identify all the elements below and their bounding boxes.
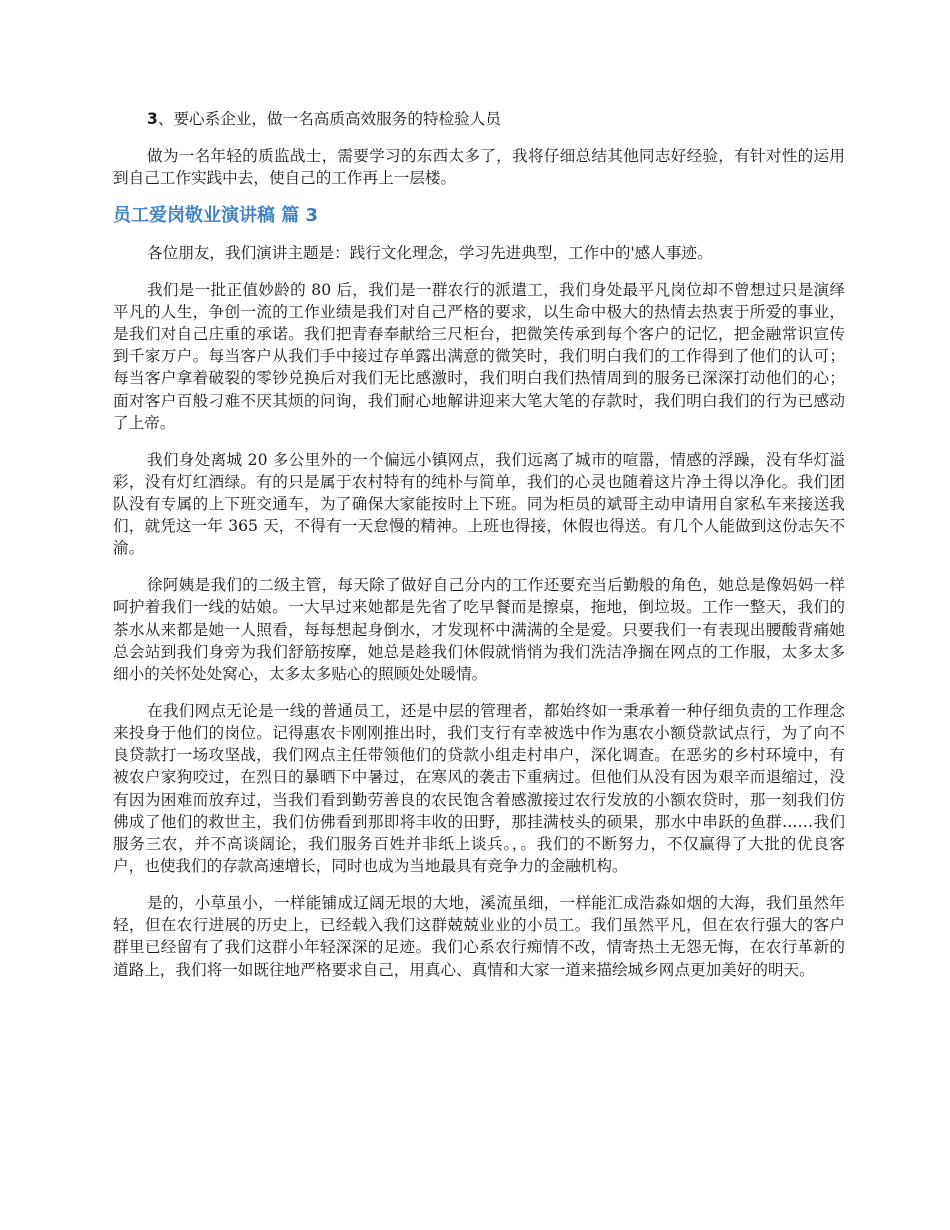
body-paragraph: 我们是一批正值妙龄的 80 后，我们是一群农行的派遣工，我们身处最平凡岗位却不曾想过只是演绎平凡的人生，争创一流的工作业绩是我们对自己严格的要求，以生命中极大的热情去热衷于所爱的事业，是我们对自己庄重的承诺。我们把青春奉献给三尺柜台，把微笑传承到每个客户的记忆，把金融常识宣传到千家万户。每当客户从我们手中接过存单露出满意的微笑时，我们明白我们的工作得到了他们的认可；每当客户拿着破裂的零钞兑换后对我们无比感激时，我们明白我们热情周到的服务已深深打动他们的心；面对客户百般刁难不厌其烦的问询，我们耐心地解讲迎来大笔大笔的存款时，我们明白我们的行为已感动了上帝。	[113, 280, 845, 432]
body-paragraph: 徐阿姨是我们的二级主管，每天除了做好自己分内的工作还要充当后勤般的角色，她总是像妈妈一样呵护着我们一线的姑娘。一大早过来她都是先省了吃早餐而是擦桌，拖地，倒垃圾。工作一整天，我们的茶水从来都是她一人照看，每每想起身倒水，才发现杯中满满的全是爱。只要我们一有表现出腰酸背痛她总会站到我们身旁为我们舒筋按摩，她总是趁我们休假就悄悄为我们洗洁净搁在网点的工作服，太多太多细小的关怀处处窝心，太多太多贴心的照顾处处暖情。	[113, 576, 845, 684]
list-item-text: 、要心系企业，做一名高质高效服务的特检验人员	[157, 110, 501, 128]
list-item-3	[113, 108, 845, 130]
intro-paragraph: 做为一名年轻的质监战士，需要学习的东西太多了，我将仔细总结其他同志好经验，有针对性的运用到自己工作实践中去，使自己的工作再上一层楼。	[113, 146, 845, 187]
list-item-number: 3	[147, 110, 158, 128]
body-paragraph: 我们身处离城 20 多公里外的一个偏远小镇网点，我们远离了城市的喧嚣，情感的浮躁，没有华灯溢彩，没有灯红酒绿。有的只是属于农村特有的纯朴与简单，我们的心灵也随着这片净土得以净化。我们团队没有专属的上下班交通车，为了确保大家能按时上下班。同为柜员的斌哥主动申请用自家私车来接送我们，就凭这一年 365 天，不得有一天怠慢的精神。上班也得接，休假也得送。有几个人能做到这份志矢不渝。	[113, 450, 845, 558]
body-paragraph: 各位朋友，我们演讲主题是：践行文化理念，学习先进典型，工作中的'感人事迹。	[147, 243, 713, 262]
body-paragraph: 是的，小草虽小，一样能铺成辽阔无垠的大地，溪流虽细，一样能汇成浩淼如烟的大海，我们虽然年轻，但在农行进展的历史上，已经载入我们这群兢兢业业的小员工。我们虽然平凡，但在农行强大的客户群里已经留有了我们这群小年轻深深的足迹。我们心系农行痴情不改，情寄热土无怨无悔，在农行革新的道路上，我们将一如既往地严格要求自己，用真心、真情和大家一道来描绘城乡网点更加美好的明天。	[113, 894, 845, 979]
body-paragraph: 在我们网点无论是一线的普通员工，还是中层的管理者，都始终如一秉承着一种仔细负责的工作理念来投身于他们的岗位。记得惠农卡刚刚推出时，我们支行有幸被选中作为惠农小额贷款试点行，为了向不良贷款打一场攻坚战，我们网点主任带领他们的贷款小组走村串户，深化调查。在恶劣的乡村环境中，有被农户家狗咬过，在烈日的暴晒下中暑过，在寒风的袭击下重病过。但他们从没有因为艰辛而退缩过，没有因为困难而放弃过，当我们看到勤劳善良的农民饱含着感激接过农行发放的小额农贷时，那一刻我们仿佛成了他们的救世主，我们仿佛看到那即将丰收的田野，那挂满枝头的硕果，那水中串跃的鱼群……我们服务三农，并不高谈阔论，我们服务百姓并非纸上谈兵。，。我们的不断努力，不仅赢得了大批的优良客户，也使我们的存款高速增长，同时也成为当地最具有竞争力的金融机构。	[113, 701, 845, 876]
section-heading: 员工爱岗敬业演讲稿 篇 3	[113, 204, 319, 226]
document-body	[113, 108, 845, 995]
